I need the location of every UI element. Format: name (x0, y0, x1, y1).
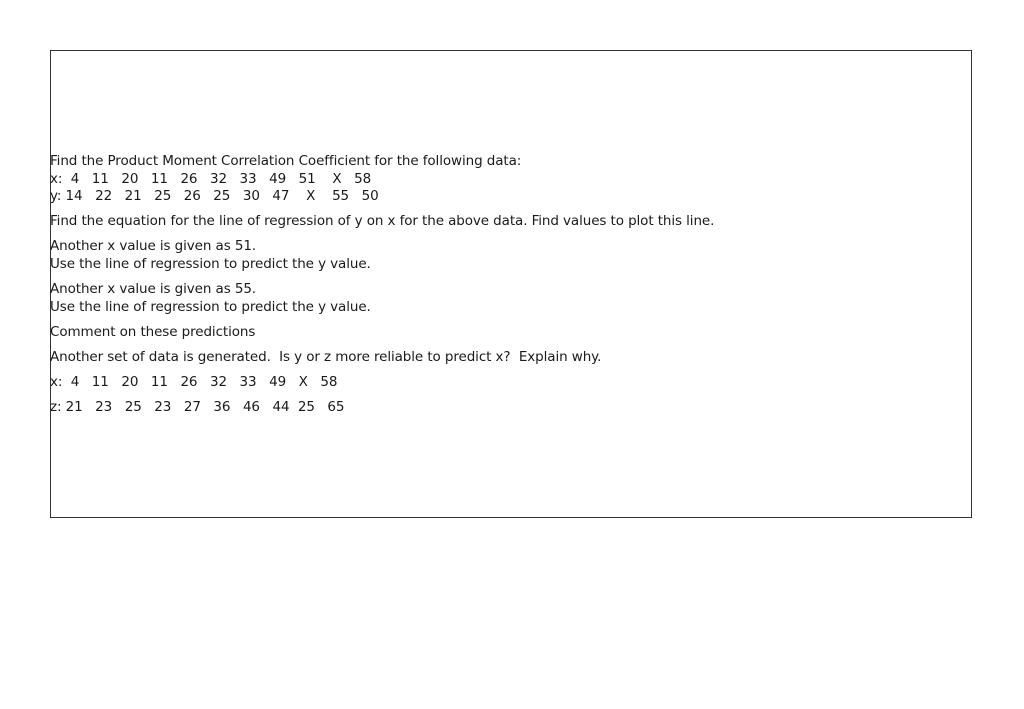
x-value-55-text: Another x value is given as 55. (50, 281, 256, 297)
z-data-row: z: 21 23 25 23 27 36 46 44 25 65 (50, 399, 345, 415)
y-data-row: y: 14 22 21 25 26 25 30 47 X 55 50 (50, 188, 379, 204)
x-data-row-2: x: 4 11 20 11 26 32 33 49 X 58 (50, 374, 338, 390)
reliability-question: Another set of data is generated. Is y or z more reliable to predict x? Explain why. (50, 349, 602, 365)
regression-question: Find the equation for the line of regression of y on x for the above data. Find values to plot this line. (50, 213, 715, 229)
predict-instruction-2: Use the line of regression to predict the y value. (50, 299, 371, 315)
x-value-51-text: Another x value is given as 51. (50, 238, 256, 254)
intro-question: Find the Product Moment Correlation Coefficient for the following data: (50, 153, 522, 169)
x-data-row: x: 4 11 20 11 26 32 33 49 51 X 58 (50, 171, 372, 187)
comment-instruction: Comment on these predictions (50, 324, 256, 340)
predict-instruction-1: Use the line of regression to predict the y value. (50, 256, 371, 272)
